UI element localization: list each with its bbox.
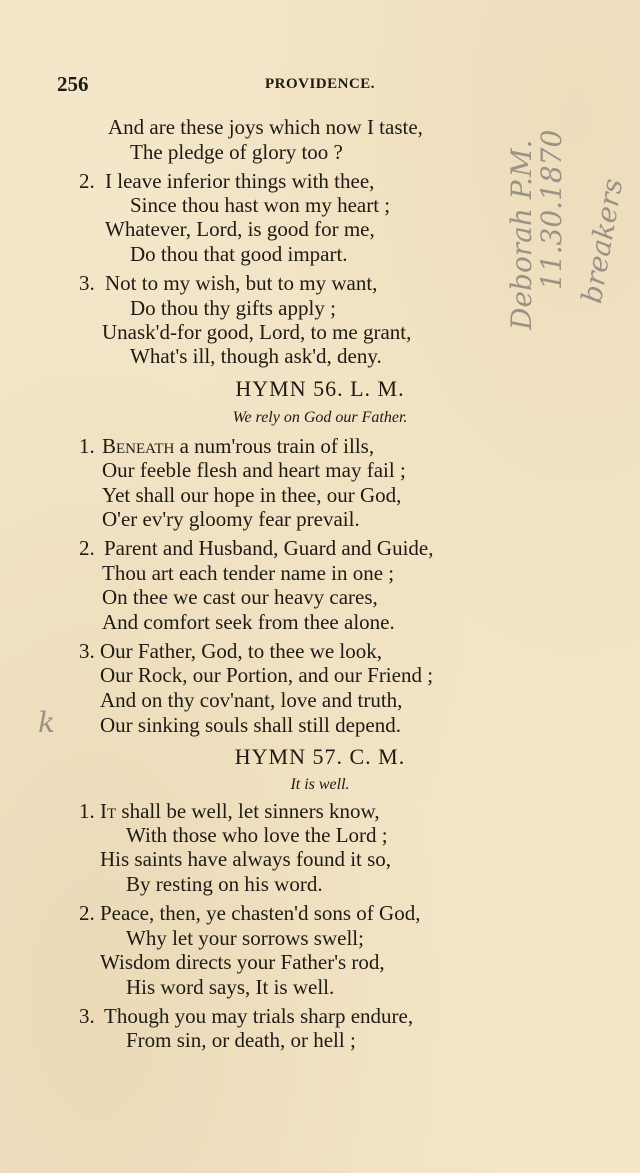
- verse-line: Do thou that good impart.: [130, 242, 348, 266]
- verse-number: 2.: [79, 169, 95, 193]
- verse-first-rest: shall be well, let sinners know,: [116, 799, 380, 823]
- verse-line: Though you may trials sharp endure,: [104, 1004, 414, 1028]
- verse-line: Yet shall our hope in thee, our God,: [102, 483, 402, 507]
- verse-line: I leave inferior things with thee,: [105, 169, 375, 193]
- verse-line: What's ill, though ask'd, deny.: [130, 344, 382, 368]
- verse-line: The pledge of glory too ?: [130, 140, 343, 164]
- verse-line: His word says, It is well.: [126, 975, 335, 999]
- hymn-title: HYMN 57. C. M.: [234, 744, 406, 769]
- verse-line: Peace, then, ye chasten'd sons of God,: [100, 901, 421, 925]
- verse-line: From sin, or death, or hell ;: [126, 1028, 356, 1052]
- verse-line: Since thou hast won my heart ;: [130, 193, 391, 217]
- verse-number: 3.: [79, 639, 95, 663]
- verse-line: On thee we cast our heavy cares,: [102, 585, 378, 609]
- verse-line: Our Rock, our Portion, and our Friend ;: [100, 663, 434, 687]
- verse-line: With those who love the Lord ;: [126, 823, 388, 847]
- verse-line: Not to my wish, but to my want,: [105, 271, 378, 295]
- verse-number: 2.: [79, 901, 95, 925]
- verse-first-line: [100, 799, 380, 823]
- verse-line: And on thy cov'nant, love and truth,: [100, 688, 403, 712]
- page-number: 256: [57, 72, 89, 96]
- verse-line: O'er ev'ry gloomy fear prevail.: [102, 507, 360, 531]
- verse-line: Do thou thy gifts apply ;: [130, 296, 336, 320]
- verse-number: 3.: [79, 1004, 95, 1028]
- running-title: PROVIDENCE.: [264, 76, 376, 92]
- hymn-title: HYMN 56. L. M.: [235, 376, 405, 401]
- handwritten-note: Deborah P.M.: [505, 139, 538, 330]
- verse-number: 3.: [79, 271, 95, 295]
- verse-line: And comfort seek from thee alone.: [102, 610, 395, 634]
- verse-number: 2.: [79, 536, 95, 560]
- verse-line: Unask'd-for good, Lord, to me grant,: [102, 320, 412, 344]
- running-head: [0, 72, 640, 100]
- verse-first-rest: a num'rous train of ills,: [174, 434, 375, 458]
- handwritten-note: breakers: [575, 176, 630, 306]
- verse-number: 1.: [79, 799, 95, 823]
- verse-line: Whatever, Lord, is good for me,: [105, 217, 375, 241]
- verse-line: Why let your sorrows swell;: [126, 926, 364, 950]
- hymn-subtitle: It is well.: [290, 776, 350, 793]
- verse-line: And are these joys which now I taste,: [108, 115, 423, 139]
- verse-first-line: [102, 434, 374, 458]
- verse-first-word: It: [100, 799, 117, 823]
- verse-line: By resting on his word.: [126, 872, 323, 896]
- handwritten-mark: k: [38, 706, 55, 739]
- verse-line: Parent and Husband, Guard and Guide,: [104, 536, 434, 560]
- verse-line: Wisdom directs your Father's rod,: [100, 950, 385, 974]
- verse-line: Our feeble flesh and heart may fail ;: [102, 458, 406, 482]
- verse-line: His saints have always found it so,: [100, 847, 392, 871]
- verse-line: Our Father, God, to thee we look,: [100, 639, 383, 663]
- verse-first-word: Beneath: [102, 434, 175, 458]
- verse-line: Our sinking souls shall still depend.: [100, 713, 401, 737]
- hymn-subtitle: We rely on God our Father.: [232, 409, 408, 426]
- handwritten-date: 11.30.1870: [535, 129, 568, 290]
- verse-number: 1.: [79, 434, 95, 458]
- verse-line: Thou art each tender name in one ;: [102, 561, 395, 585]
